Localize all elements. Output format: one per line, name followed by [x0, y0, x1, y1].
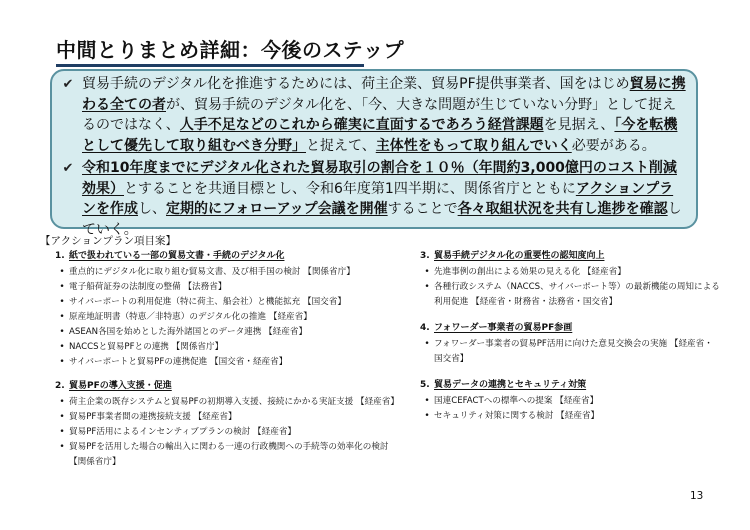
action-item-text: 電子船荷証券の法制度の整備 【法務省】 [69, 282, 227, 292]
check-icon: ✔ [62, 161, 74, 176]
bullet-dot-icon: • [59, 312, 65, 322]
action-plan-left-column [55, 250, 405, 470]
action-item-text: 原産地証明書（特恵／非特恵）のデジタル化の推進 【経産省】 [69, 312, 312, 322]
bullet-dot-icon: • [59, 412, 65, 422]
action-item-text: 国連CEFACTへの標準への提案 【経産省】 [434, 396, 599, 406]
summary-bullet-text [82, 74, 686, 156]
page-title: 中間とりまとめ詳細：今後のステップ [56, 38, 405, 62]
action-item [55, 425, 405, 440]
action-group [55, 380, 405, 470]
action-item-text: サイバーポートと貿易PFの連携促進 【国交省・経産省】 [69, 357, 288, 367]
action-item-text: 重点的にデジタル化に取り組む貿易文書、及び相手国の検討 【関係省庁】 [69, 267, 355, 277]
action-item [55, 265, 405, 280]
body-text: し、 [138, 201, 166, 217]
action-item-text: 貿易PF活用によるインセンティブプランの検討 【経産省】 [69, 427, 297, 437]
action-item-text: NACCSと貿易PFとの連携 【関係省庁】 [69, 342, 224, 352]
action-group-number: 2. [55, 381, 65, 391]
action-item-text: フォワーダー事業者の貿易PF活用に向けた意見交換会の実施 【経産省・国交省】 [434, 339, 713, 364]
bullet-dot-icon: • [59, 282, 65, 292]
bullet-dot-icon: • [59, 357, 65, 367]
action-item-text: サイバーポートの利用促進（特に荷主、船会社）と機能拡充 【国交省】 [69, 297, 346, 307]
body-text: と捉えて、 [306, 137, 376, 154]
action-item-text: 貿易PF事業者間の連携接続支援 【経産省】 [69, 412, 237, 422]
action-group-title-text: フォワーダー事業者の貿易PF参画 [434, 323, 573, 333]
action-item-list [420, 337, 720, 367]
action-item [55, 310, 405, 325]
action-group-title [420, 322, 720, 335]
emphasis-text: 定期的にフォローアップ会議を開催 [166, 201, 388, 217]
action-item-text: 各種行政システム（NACCS、サイバーポート等）の最新機能の周知による利用促進 【経産省・財務省・法務省・国交省】 [434, 282, 720, 307]
action-group-title-text: 紙で扱われている一部の貿易文書・手続のデジタル化 [69, 251, 285, 261]
bullet-dot-icon: • [59, 342, 65, 352]
action-group-number: 3. [420, 251, 430, 261]
body-text: することで [387, 201, 458, 217]
action-item [420, 280, 720, 310]
emphasis-text: 主体性をもって取り組んでいく [375, 137, 572, 154]
body-text: 貿易手続のデジタル化を推進するためには、荷主企業、貿易PF提供事業者、国をはじめ [82, 76, 630, 92]
action-group-number: 1. [55, 251, 65, 261]
emphasis-text: 貿易に携わる全ての者 [82, 76, 686, 113]
action-group-title [55, 250, 405, 263]
body-text: とすることを共通目標とし、令和6年度第1四半期に、関係省庁とともに [124, 180, 576, 197]
action-item-list [420, 394, 720, 424]
action-item-text: セキュリティ対策に関する検討 【経産省】 [434, 411, 600, 421]
bullet-dot-icon: • [424, 267, 430, 277]
check-icon: ✔ [62, 77, 74, 92]
summary-box [50, 69, 698, 238]
action-item [55, 340, 405, 355]
action-group-number: 5. [420, 380, 430, 390]
action-group-title-text: 貿易手続デジタル化の重要性の認知度向上 [434, 251, 605, 261]
action-item [55, 440, 405, 470]
action-group-title-text: 貿易PFの導入支援・促進 [69, 381, 172, 391]
summary-bullet-text [82, 158, 686, 240]
action-item [420, 337, 720, 367]
summary-bullet [60, 74, 686, 156]
page-number: 13 [690, 490, 704, 502]
action-item-list [55, 265, 405, 370]
action-item [55, 395, 405, 410]
body-text: が、貿易手続のデジタル化を、「今、大きな問題が生じていない分野」として捉えるのではなく、 [82, 96, 677, 133]
action-item [55, 295, 405, 310]
bullet-dot-icon: • [59, 397, 65, 407]
action-item [55, 280, 405, 295]
bullet-dot-icon: • [59, 297, 65, 307]
action-item-text: 貿易PFを活用した場合の輸出入に関わる一連の行政機関への手続等の効率化の検討 【関係省庁】 [69, 442, 389, 467]
action-group-title [420, 379, 720, 392]
action-group-number: 4. [420, 323, 430, 333]
body-text: 必要がある。 [571, 137, 656, 154]
action-item [420, 394, 720, 409]
action-item-text: ASEAN各国を始めとした海外諸国とのデータ連携 【経産省】 [69, 327, 308, 337]
action-group-title [420, 250, 720, 263]
bullet-dot-icon: • [424, 282, 430, 292]
body-text: を見据え、 [543, 117, 615, 133]
action-plan-right-column [420, 250, 720, 424]
action-item [420, 409, 720, 424]
emphasis-text: 「今を転機として優先して取り組むべき分野」 [82, 117, 678, 154]
action-group [420, 250, 720, 310]
action-group-title [55, 380, 405, 393]
bullet-dot-icon: • [59, 442, 65, 452]
action-group-title-text: 貿易データの連携とセキュリティ対策 [434, 380, 587, 390]
emphasis-text: 各々取組状況を共有し進捗を確認 [457, 201, 668, 217]
action-item-text: 先進事例の創出による効果の見える化 【経産省】 [434, 267, 626, 277]
summary-bullet [60, 158, 686, 240]
title-underline [56, 64, 364, 67]
bullet-dot-icon: • [424, 411, 430, 421]
emphasis-text: 令和10年度までにデジタル化された貿易取引の割合を１０％（年間約3,000億円のコスト削減効果） [82, 160, 677, 197]
action-group [420, 379, 720, 424]
action-item [55, 325, 405, 340]
action-group [420, 322, 720, 367]
bullet-dot-icon: • [59, 427, 65, 437]
action-group [55, 250, 405, 370]
emphasis-text: アクションプランを作成 [82, 180, 674, 217]
action-item [55, 410, 405, 425]
bullet-dot-icon: • [59, 267, 65, 277]
body-text: していく。 [82, 201, 682, 238]
emphasis-text: 人手不足などのこれから確実に直面するであろう経営課題 [179, 117, 544, 133]
bullet-dot-icon: • [424, 339, 430, 349]
action-item-text: 荷主企業の既存システムと貿易PFの初期導入支援、接続にかかる実証支援 【経産省】 [69, 397, 399, 407]
action-item [420, 265, 720, 280]
bullet-dot-icon: • [424, 396, 430, 406]
action-item-list [55, 395, 405, 470]
action-item [55, 355, 405, 370]
action-plan-label: 【アクションプラン項目案】 [40, 235, 176, 247]
action-item-list [420, 265, 720, 310]
bullet-dot-icon: • [59, 327, 65, 337]
